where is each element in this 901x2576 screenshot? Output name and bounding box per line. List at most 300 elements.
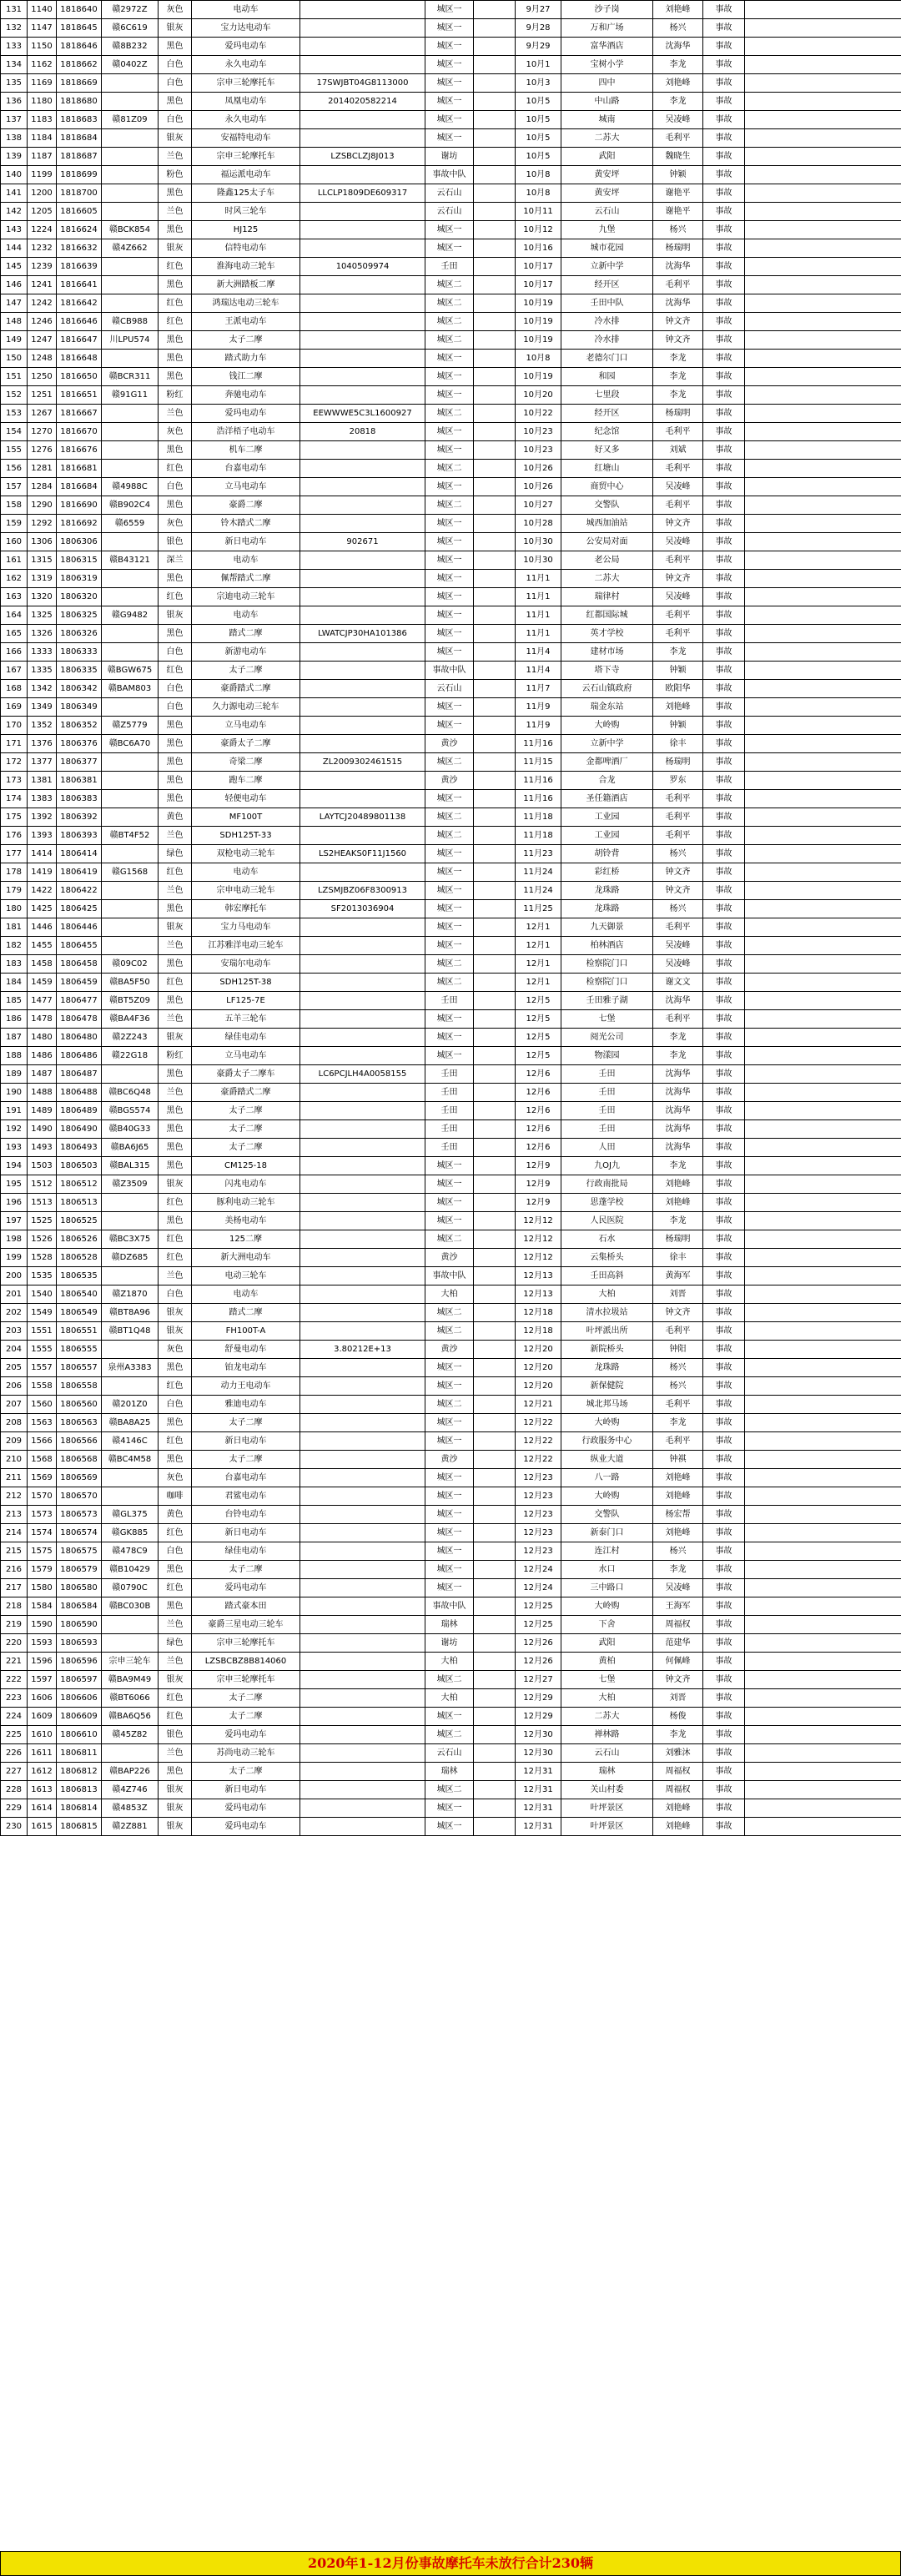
brand-cell: 佩帮踏式二摩 bbox=[192, 570, 300, 588]
blank-cell bbox=[474, 1634, 516, 1653]
blank-cell bbox=[745, 19, 901, 38]
blank-cell bbox=[745, 1781, 901, 1799]
plate-cell bbox=[102, 350, 159, 368]
color-cell: 白色 bbox=[159, 1542, 192, 1561]
plate-cell bbox=[102, 129, 159, 148]
reg-cell: 1816632 bbox=[57, 239, 102, 258]
officer-cell: 李龙 bbox=[653, 368, 703, 386]
blank-cell bbox=[745, 680, 901, 698]
reg-cell: 1806563 bbox=[57, 1414, 102, 1432]
reg-cell: 1806535 bbox=[57, 1267, 102, 1285]
officer-cell: 刘艳峰 bbox=[653, 1524, 703, 1542]
type-cell: 事故 bbox=[703, 111, 745, 129]
unit-cell: 城区一 bbox=[425, 423, 474, 441]
seq-cell: 207 bbox=[1, 1396, 28, 1414]
table-row bbox=[1, 1708, 901, 1726]
type-cell: 事故 bbox=[703, 827, 745, 845]
seq-cell: 155 bbox=[1, 441, 28, 460]
officer-cell: 毛利平 bbox=[653, 276, 703, 294]
plate-cell bbox=[102, 441, 159, 460]
unit-cell: 城区二 bbox=[425, 460, 474, 478]
officer-cell: 周福权 bbox=[653, 1763, 703, 1781]
date-cell: 12月13 bbox=[516, 1285, 561, 1304]
unit-cell: 壬田 bbox=[425, 1065, 474, 1084]
type-cell: 事故 bbox=[703, 1065, 745, 1084]
blank-cell bbox=[474, 1542, 516, 1561]
frame-cell bbox=[300, 551, 425, 570]
type-cell: 事故 bbox=[703, 772, 745, 790]
brand-cell: 新日电动车 bbox=[192, 533, 300, 551]
brand-cell: 太子二摩 bbox=[192, 1414, 300, 1432]
plate-cell: 赣BAM803 bbox=[102, 680, 159, 698]
seq-cell: 147 bbox=[1, 294, 28, 313]
id-cell: 1478 bbox=[28, 1010, 57, 1029]
seq-cell: 206 bbox=[1, 1377, 28, 1396]
plate-cell bbox=[102, 1065, 159, 1084]
table-row bbox=[1, 1616, 901, 1634]
location-cell: 经开区 bbox=[561, 276, 653, 294]
unit-cell: 城区一 bbox=[425, 845, 474, 863]
officer-cell: 刘艳峰 bbox=[653, 1175, 703, 1194]
frame-cell bbox=[300, 441, 425, 460]
type-cell: 事故 bbox=[703, 478, 745, 496]
reg-cell: 1806335 bbox=[57, 662, 102, 680]
type-cell: 事故 bbox=[703, 808, 745, 827]
blank-cell bbox=[745, 1763, 901, 1781]
table-row bbox=[1, 1065, 901, 1084]
plate-cell: 赣91G11 bbox=[102, 386, 159, 405]
officer-cell: 杨瑞明 bbox=[653, 239, 703, 258]
seq-cell: 187 bbox=[1, 1029, 28, 1047]
blank-cell bbox=[745, 1744, 901, 1763]
officer-cell: 吴凌峰 bbox=[653, 111, 703, 129]
date-cell: 10月19 bbox=[516, 294, 561, 313]
date-cell: 12月23 bbox=[516, 1487, 561, 1506]
location-cell: 大柏 bbox=[561, 1689, 653, 1708]
id-cell: 1180 bbox=[28, 93, 57, 111]
plate-cell bbox=[102, 1616, 159, 1634]
unit-cell: 云石山 bbox=[425, 203, 474, 221]
table-row bbox=[1, 863, 901, 882]
id-cell: 1414 bbox=[28, 845, 57, 863]
seq-cell: 152 bbox=[1, 386, 28, 405]
reg-cell: 1806489 bbox=[57, 1102, 102, 1120]
id-cell: 1239 bbox=[28, 258, 57, 276]
color-cell: 银色 bbox=[159, 1726, 192, 1744]
date-cell: 12月5 bbox=[516, 1047, 561, 1065]
reg-cell: 1816641 bbox=[57, 276, 102, 294]
blank-cell bbox=[474, 1726, 516, 1744]
table-row bbox=[1, 1561, 901, 1579]
unit-cell: 城区一 bbox=[425, 1799, 474, 1818]
plate-cell bbox=[102, 1469, 159, 1487]
officer-cell: 杨瑞明 bbox=[653, 1230, 703, 1249]
table-row bbox=[1, 845, 901, 863]
frame-cell bbox=[300, 1359, 425, 1377]
date-cell: 10月1 bbox=[516, 56, 561, 74]
date-cell: 10月8 bbox=[516, 184, 561, 203]
plate-cell: 赣4988C bbox=[102, 478, 159, 496]
brand-cell: 雅迪电动车 bbox=[192, 1396, 300, 1414]
id-cell: 1422 bbox=[28, 882, 57, 900]
location-cell: 大岭购 bbox=[561, 1597, 653, 1616]
seq-cell: 162 bbox=[1, 570, 28, 588]
unit-cell: 城区一 bbox=[425, 1, 474, 19]
table-row bbox=[1, 184, 901, 203]
seq-cell: 202 bbox=[1, 1304, 28, 1322]
type-cell: 事故 bbox=[703, 606, 745, 625]
blank-cell bbox=[474, 1799, 516, 1818]
date-cell: 10月17 bbox=[516, 276, 561, 294]
plate-cell: 赣B902C4 bbox=[102, 496, 159, 515]
blank-cell bbox=[745, 1689, 901, 1708]
blank-cell bbox=[745, 790, 901, 808]
blank-cell bbox=[745, 1616, 901, 1634]
table-row bbox=[1, 1157, 901, 1175]
location-cell: 叶坪景区 bbox=[561, 1818, 653, 1836]
table-row bbox=[1, 1175, 901, 1194]
frame-cell bbox=[300, 1432, 425, 1451]
blank-cell bbox=[745, 1341, 901, 1359]
seq-cell: 190 bbox=[1, 1084, 28, 1102]
unit-cell: 城区二 bbox=[425, 974, 474, 992]
frame-cell bbox=[300, 1542, 425, 1561]
brand-cell: 豪爵太子二摩 bbox=[192, 735, 300, 753]
plate-cell: 赣Z1870 bbox=[102, 1285, 159, 1304]
plate-cell: 赣0790C bbox=[102, 1579, 159, 1597]
seq-cell: 174 bbox=[1, 790, 28, 808]
id-cell: 1200 bbox=[28, 184, 57, 203]
unit-cell: 城区一 bbox=[425, 1542, 474, 1561]
frame-cell bbox=[300, 863, 425, 882]
id-cell: 1326 bbox=[28, 625, 57, 643]
brand-cell: MF100T bbox=[192, 808, 300, 827]
location-cell: 武阳 bbox=[561, 1634, 653, 1653]
blank-cell bbox=[745, 56, 901, 74]
date-cell: 11月1 bbox=[516, 625, 561, 643]
color-cell: 红色 bbox=[159, 588, 192, 606]
frame-cell bbox=[300, 827, 425, 845]
date-cell: 11月9 bbox=[516, 698, 561, 717]
table-row bbox=[1, 1377, 901, 1396]
plate-cell: 赣G1568 bbox=[102, 863, 159, 882]
unit-cell: 城区一 bbox=[425, 111, 474, 129]
date-cell: 12月23 bbox=[516, 1542, 561, 1561]
blank-cell bbox=[745, 735, 901, 753]
reg-cell: 1806568 bbox=[57, 1451, 102, 1469]
type-cell: 事故 bbox=[703, 790, 745, 808]
unit-cell: 城区一 bbox=[425, 1708, 474, 1726]
type-cell: 事故 bbox=[703, 1285, 745, 1304]
officer-cell: 杨兴 bbox=[653, 845, 703, 863]
blank-cell bbox=[474, 386, 516, 405]
date-cell: 12月6 bbox=[516, 1084, 561, 1102]
date-cell: 12月22 bbox=[516, 1414, 561, 1432]
type-cell: 事故 bbox=[703, 405, 745, 423]
officer-cell: 毛利平 bbox=[653, 460, 703, 478]
location-cell: 石水 bbox=[561, 1230, 653, 1249]
location-cell: 壬田高斜 bbox=[561, 1267, 653, 1285]
frame-cell bbox=[300, 955, 425, 974]
color-cell: 银色 bbox=[159, 533, 192, 551]
id-cell: 1169 bbox=[28, 74, 57, 93]
table-row bbox=[1, 313, 901, 331]
plate-cell: 赣201Z0 bbox=[102, 1396, 159, 1414]
date-cell: 12月6 bbox=[516, 1102, 561, 1120]
reg-cell: 1818669 bbox=[57, 74, 102, 93]
date-cell: 11月16 bbox=[516, 790, 561, 808]
unit-cell: 城区二 bbox=[425, 753, 474, 772]
id-cell: 1590 bbox=[28, 1616, 57, 1634]
brand-cell: 太子二摩 bbox=[192, 331, 300, 350]
reg-cell: 1806813 bbox=[57, 1781, 102, 1799]
type-cell: 事故 bbox=[703, 863, 745, 882]
plate-cell: 赣4Z662 bbox=[102, 239, 159, 258]
blank-cell bbox=[745, 258, 901, 276]
officer-cell: 杨瑞明 bbox=[653, 753, 703, 772]
unit-cell: 城区一 bbox=[425, 698, 474, 717]
table-row bbox=[1, 1726, 901, 1744]
type-cell: 事故 bbox=[703, 1249, 745, 1267]
table-row bbox=[1, 1524, 901, 1542]
color-cell: 银灰 bbox=[159, 1304, 192, 1322]
officer-cell: 毛利平 bbox=[653, 129, 703, 148]
plate-cell bbox=[102, 1634, 159, 1653]
officer-cell: 钟文齐 bbox=[653, 863, 703, 882]
color-cell: 黑色 bbox=[159, 735, 192, 753]
id-cell: 1319 bbox=[28, 570, 57, 588]
seq-cell: 171 bbox=[1, 735, 28, 753]
date-cell: 12月6 bbox=[516, 1139, 561, 1157]
location-cell: 人田 bbox=[561, 1139, 653, 1157]
officer-cell: 钟文齐 bbox=[653, 313, 703, 331]
brand-cell: 隆鑫125太子车 bbox=[192, 184, 300, 203]
brand-cell: 宗申三轮摩托车 bbox=[192, 1671, 300, 1689]
color-cell: 粉红 bbox=[159, 386, 192, 405]
frame-cell bbox=[300, 1267, 425, 1285]
table-row bbox=[1, 643, 901, 662]
id-cell: 1458 bbox=[28, 955, 57, 974]
officer-cell: 李龙 bbox=[653, 1157, 703, 1175]
color-cell: 粉色 bbox=[159, 166, 192, 184]
location-cell: 壬田中队 bbox=[561, 294, 653, 313]
unit-cell: 城区一 bbox=[425, 717, 474, 735]
blank-cell bbox=[474, 496, 516, 515]
brand-cell: SDH125T-33 bbox=[192, 827, 300, 845]
id-cell: 1205 bbox=[28, 203, 57, 221]
blank-cell bbox=[474, 1212, 516, 1230]
seq-cell: 192 bbox=[1, 1120, 28, 1139]
frame-cell bbox=[300, 496, 425, 515]
id-cell: 1276 bbox=[28, 441, 57, 460]
frame-cell bbox=[300, 643, 425, 662]
officer-cell: 钟颖 bbox=[653, 717, 703, 735]
brand-cell: 太子二摩 bbox=[192, 1763, 300, 1781]
seq-cell: 163 bbox=[1, 588, 28, 606]
plate-cell bbox=[102, 772, 159, 790]
reg-cell: 1818645 bbox=[57, 19, 102, 38]
officer-cell: 杨兴 bbox=[653, 19, 703, 38]
color-cell: 红色 bbox=[159, 1194, 192, 1212]
table-row bbox=[1, 1120, 901, 1139]
id-cell: 1267 bbox=[28, 405, 57, 423]
location-cell: 云集桥头 bbox=[561, 1249, 653, 1267]
color-cell: 兰色 bbox=[159, 1010, 192, 1029]
plate-cell: 赣B40G33 bbox=[102, 1120, 159, 1139]
table-row bbox=[1, 680, 901, 698]
color-cell: 黑色 bbox=[159, 992, 192, 1010]
location-cell: 七堡 bbox=[561, 1671, 653, 1689]
plate-cell: 赣BA6Q56 bbox=[102, 1708, 159, 1726]
reg-cell: 1818687 bbox=[57, 148, 102, 166]
type-cell: 事故 bbox=[703, 1359, 745, 1377]
officer-cell: 毛利平 bbox=[653, 790, 703, 808]
table-row bbox=[1, 606, 901, 625]
id-cell: 1596 bbox=[28, 1653, 57, 1671]
location-cell: 城西加油站 bbox=[561, 515, 653, 533]
location-cell: 九OJ九 bbox=[561, 1157, 653, 1175]
blank-cell bbox=[474, 1561, 516, 1579]
plate-cell: 赣BGS574 bbox=[102, 1102, 159, 1120]
reg-cell: 1806593 bbox=[57, 1634, 102, 1653]
seq-cell: 135 bbox=[1, 74, 28, 93]
blank-cell bbox=[474, 900, 516, 918]
brand-cell: 台嘉电动车 bbox=[192, 460, 300, 478]
frame-cell: 902671 bbox=[300, 533, 425, 551]
unit-cell: 城区一 bbox=[425, 1212, 474, 1230]
seq-cell: 210 bbox=[1, 1451, 28, 1469]
brand-cell: 豪爵太子二摩车 bbox=[192, 1065, 300, 1084]
seq-cell: 214 bbox=[1, 1524, 28, 1542]
reg-cell: 1818700 bbox=[57, 184, 102, 203]
seq-cell: 227 bbox=[1, 1763, 28, 1781]
reg-cell: 1806574 bbox=[57, 1524, 102, 1542]
officer-cell: 何佩峰 bbox=[653, 1653, 703, 1671]
date-cell: 12月31 bbox=[516, 1818, 561, 1836]
plate-cell bbox=[102, 588, 159, 606]
plate-cell: 赣4853Z bbox=[102, 1799, 159, 1818]
location-cell: 下舍 bbox=[561, 1616, 653, 1634]
officer-cell: 毛利平 bbox=[653, 423, 703, 441]
type-cell: 事故 bbox=[703, 19, 745, 38]
blank-cell bbox=[474, 662, 516, 680]
date-cell: 12月1 bbox=[516, 974, 561, 992]
unit-cell: 城区二 bbox=[425, 1322, 474, 1341]
seq-cell: 196 bbox=[1, 1194, 28, 1212]
frame-cell bbox=[300, 1, 425, 19]
blank-cell bbox=[745, 350, 901, 368]
id-cell: 1563 bbox=[28, 1414, 57, 1432]
brand-cell: 台嘉电动车 bbox=[192, 1469, 300, 1487]
unit-cell: 城区一 bbox=[425, 918, 474, 937]
location-cell: 检察院门口 bbox=[561, 974, 653, 992]
unit-cell: 城区一 bbox=[425, 19, 474, 38]
blank-cell bbox=[474, 1818, 516, 1836]
date-cell: 10月5 bbox=[516, 129, 561, 148]
table-row bbox=[1, 1010, 901, 1029]
date-cell: 12月9 bbox=[516, 1157, 561, 1175]
reg-cell: 1806560 bbox=[57, 1396, 102, 1414]
unit-cell: 城区二 bbox=[425, 1726, 474, 1744]
seq-cell: 228 bbox=[1, 1781, 28, 1799]
officer-cell: 吴凌峰 bbox=[653, 478, 703, 496]
blank-cell bbox=[474, 1708, 516, 1726]
blank-cell bbox=[474, 974, 516, 992]
date-cell: 12月13 bbox=[516, 1267, 561, 1285]
blank-cell bbox=[474, 1175, 516, 1194]
blank-cell bbox=[474, 1304, 516, 1322]
table-row bbox=[1, 1451, 901, 1469]
brand-cell: 太子二摩 bbox=[192, 1120, 300, 1139]
location-cell: 建材市场 bbox=[561, 643, 653, 662]
blank-cell bbox=[745, 1799, 901, 1818]
date-cell: 12月25 bbox=[516, 1616, 561, 1634]
seq-cell: 195 bbox=[1, 1175, 28, 1194]
type-cell: 事故 bbox=[703, 1304, 745, 1322]
reg-cell: 1816647 bbox=[57, 331, 102, 350]
frame-cell bbox=[300, 1414, 425, 1432]
blank-cell bbox=[474, 258, 516, 276]
reg-cell: 1806551 bbox=[57, 1322, 102, 1341]
reg-cell: 1806393 bbox=[57, 827, 102, 845]
officer-cell: 毛利平 bbox=[653, 1432, 703, 1451]
unit-cell: 黄沙 bbox=[425, 1341, 474, 1359]
date-cell: 12月20 bbox=[516, 1377, 561, 1396]
plate-cell: 赣BT1Q48 bbox=[102, 1322, 159, 1341]
frame-cell bbox=[300, 1451, 425, 1469]
blank-cell bbox=[474, 1487, 516, 1506]
id-cell: 1250 bbox=[28, 368, 57, 386]
color-cell: 黑色 bbox=[159, 221, 192, 239]
officer-cell: 刘艳峰 bbox=[653, 1799, 703, 1818]
unit-cell: 城区一 bbox=[425, 937, 474, 955]
brand-cell: 福运派电动车 bbox=[192, 166, 300, 184]
color-cell: 白色 bbox=[159, 680, 192, 698]
seq-cell: 226 bbox=[1, 1744, 28, 1763]
officer-cell: 毛利平 bbox=[653, 827, 703, 845]
location-cell: 瑞金东站 bbox=[561, 698, 653, 717]
officer-cell: 谢艳平 bbox=[653, 184, 703, 203]
table-row bbox=[1, 900, 901, 918]
type-cell: 事故 bbox=[703, 294, 745, 313]
color-cell: 银灰 bbox=[159, 1671, 192, 1689]
seq-cell: 148 bbox=[1, 313, 28, 331]
seq-cell: 184 bbox=[1, 974, 28, 992]
id-cell: 1455 bbox=[28, 937, 57, 955]
table-row bbox=[1, 1542, 901, 1561]
location-cell: 城北邦马场 bbox=[561, 1396, 653, 1414]
id-cell: 1315 bbox=[28, 551, 57, 570]
blank-cell bbox=[474, 294, 516, 313]
seq-cell: 139 bbox=[1, 148, 28, 166]
reg-cell: 1806488 bbox=[57, 1084, 102, 1102]
table-row bbox=[1, 515, 901, 533]
blank-cell bbox=[474, 460, 516, 478]
unit-cell: 事故中队 bbox=[425, 1267, 474, 1285]
blank-cell bbox=[745, 1267, 901, 1285]
plate-cell bbox=[102, 845, 159, 863]
brand-cell: 豪爵三星电动三轮车 bbox=[192, 1616, 300, 1634]
location-cell: 金都啤酒厂 bbox=[561, 753, 653, 772]
unit-cell: 城区一 bbox=[425, 74, 474, 93]
frame-cell bbox=[300, 1781, 425, 1799]
type-cell: 事故 bbox=[703, 974, 745, 992]
id-cell: 1615 bbox=[28, 1818, 57, 1836]
type-cell: 事故 bbox=[703, 753, 745, 772]
blank-cell bbox=[745, 331, 901, 350]
plate-cell: 赣BA6J65 bbox=[102, 1139, 159, 1157]
table-row bbox=[1, 239, 901, 258]
